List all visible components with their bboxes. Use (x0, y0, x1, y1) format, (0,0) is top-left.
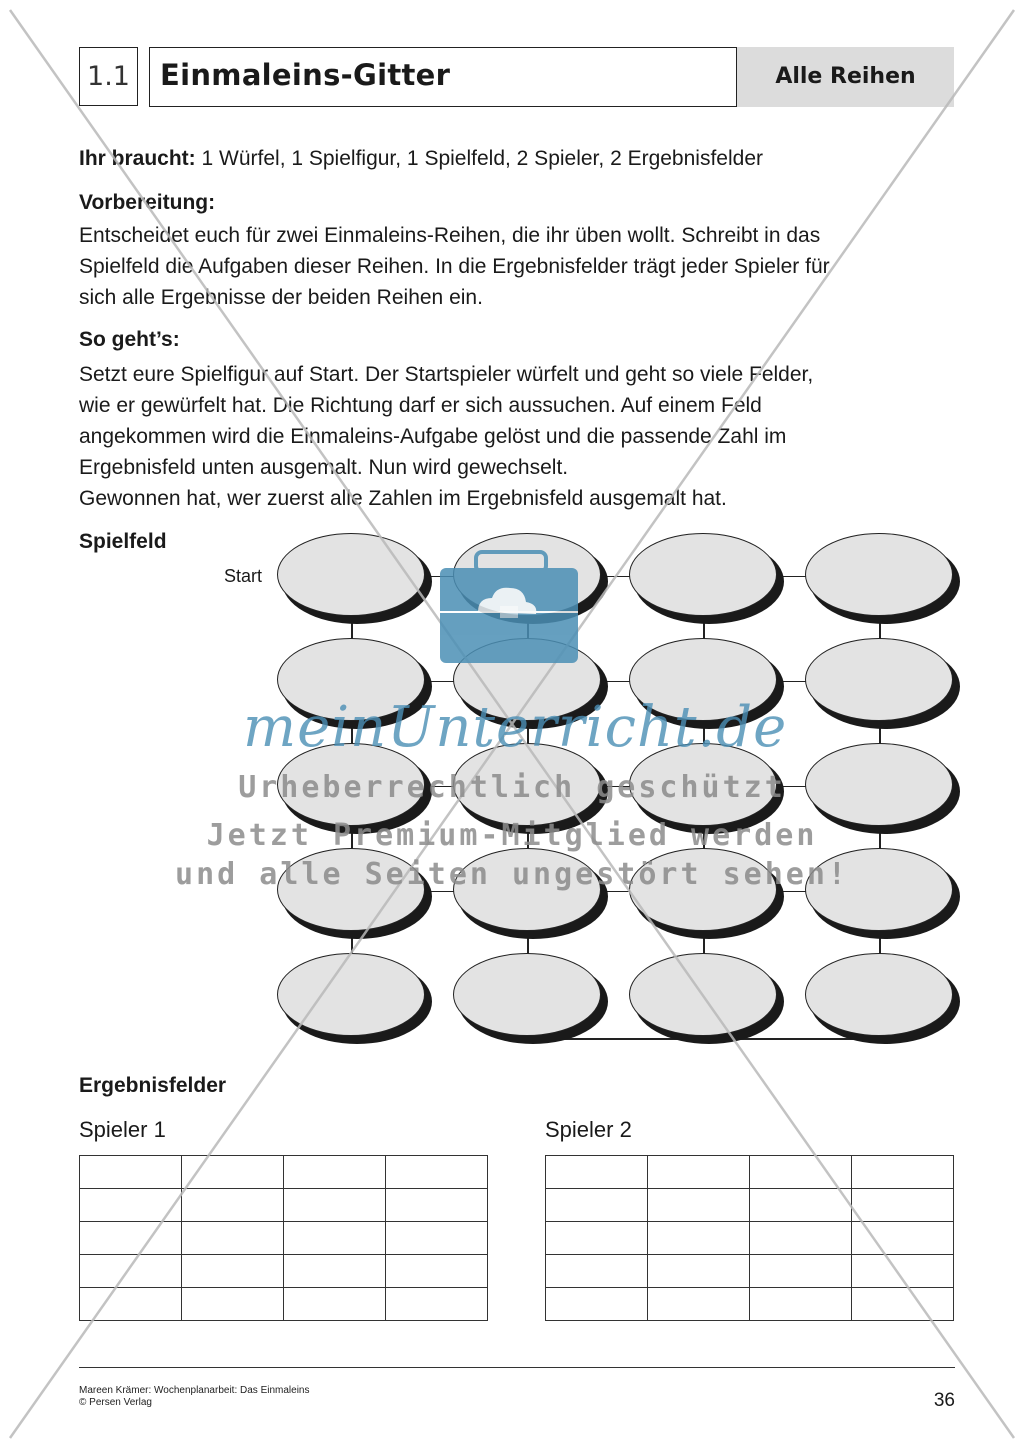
watermark-line-1: Urheberrechtlich geschützt (238, 770, 786, 805)
rules-line: Gewonnen hat, wer zuerst alle Zahlen im Ergebnisfeld ausgemalt hat. (79, 487, 727, 510)
preparation-line: sich alle Ergebnisse der beiden Reihen ein. (79, 286, 483, 309)
board-heading: Spielfeld (79, 530, 167, 553)
rules-line: Setzt eure Spielfigur auf Start. Der Startspieler würfelt und geht so viele Felder, (79, 363, 814, 386)
watermark-line-3: und alle Seiten ungestört sehen! (175, 857, 849, 892)
footer-credit-publisher: © Persen Verlag (79, 1397, 152, 1408)
preparation-line: Spielfeld die Aufgaben dieser Reihen. In die Ergebnisfelder trägt jeder Spieler für (79, 255, 830, 278)
footer-credit-author: Mareen Krämer: Wochenplanarbeit: Das Einmaleins (79, 1385, 310, 1396)
materials-text: 1 Würfel, 1 Spielfigur, 1 Spielfeld, 2 Spieler, 2 Ergebnisfelder (195, 147, 763, 170)
player1-label: Spieler 1 (79, 1117, 166, 1142)
exercise-number: 1.1 (87, 61, 130, 92)
watermark-brand: meinUnterricht.de (243, 695, 788, 760)
start-label: Start (224, 566, 263, 586)
category-tag-label: Alle Reihen (775, 64, 916, 89)
player2-label: Spieler 2 (545, 1117, 632, 1142)
briefcase-cloud-icon (440, 552, 578, 663)
rules-line: angekommen wird die Einmaleins-Aufgabe gelöst und die passende Zahl im (79, 425, 787, 448)
preparation-line: Entscheidet euch für zwei Einmaleins-Reihen, die ihr üben wollt. Schreibt in das (79, 224, 821, 247)
rules-heading: So geht’s: (79, 328, 180, 351)
results-heading: Ergebnisfelder (79, 1074, 227, 1097)
rules-line: Ergebnisfeld unten ausgemalt. Nun wird gewechselt. (79, 456, 569, 479)
page-title: Einmaleins-Gitter (160, 58, 451, 92)
page-number: 36 (933, 1390, 955, 1411)
watermark-line-2: Jetzt Premium-Mitglied werden (206, 818, 818, 853)
materials-label: Ihr braucht: (79, 147, 196, 170)
preparation-heading: Vorbereitung: (79, 191, 216, 214)
rules-line: wie er gewürfelt hat. Die Richtung darf er sich aussuchen. Auf einem Feld (79, 394, 762, 417)
